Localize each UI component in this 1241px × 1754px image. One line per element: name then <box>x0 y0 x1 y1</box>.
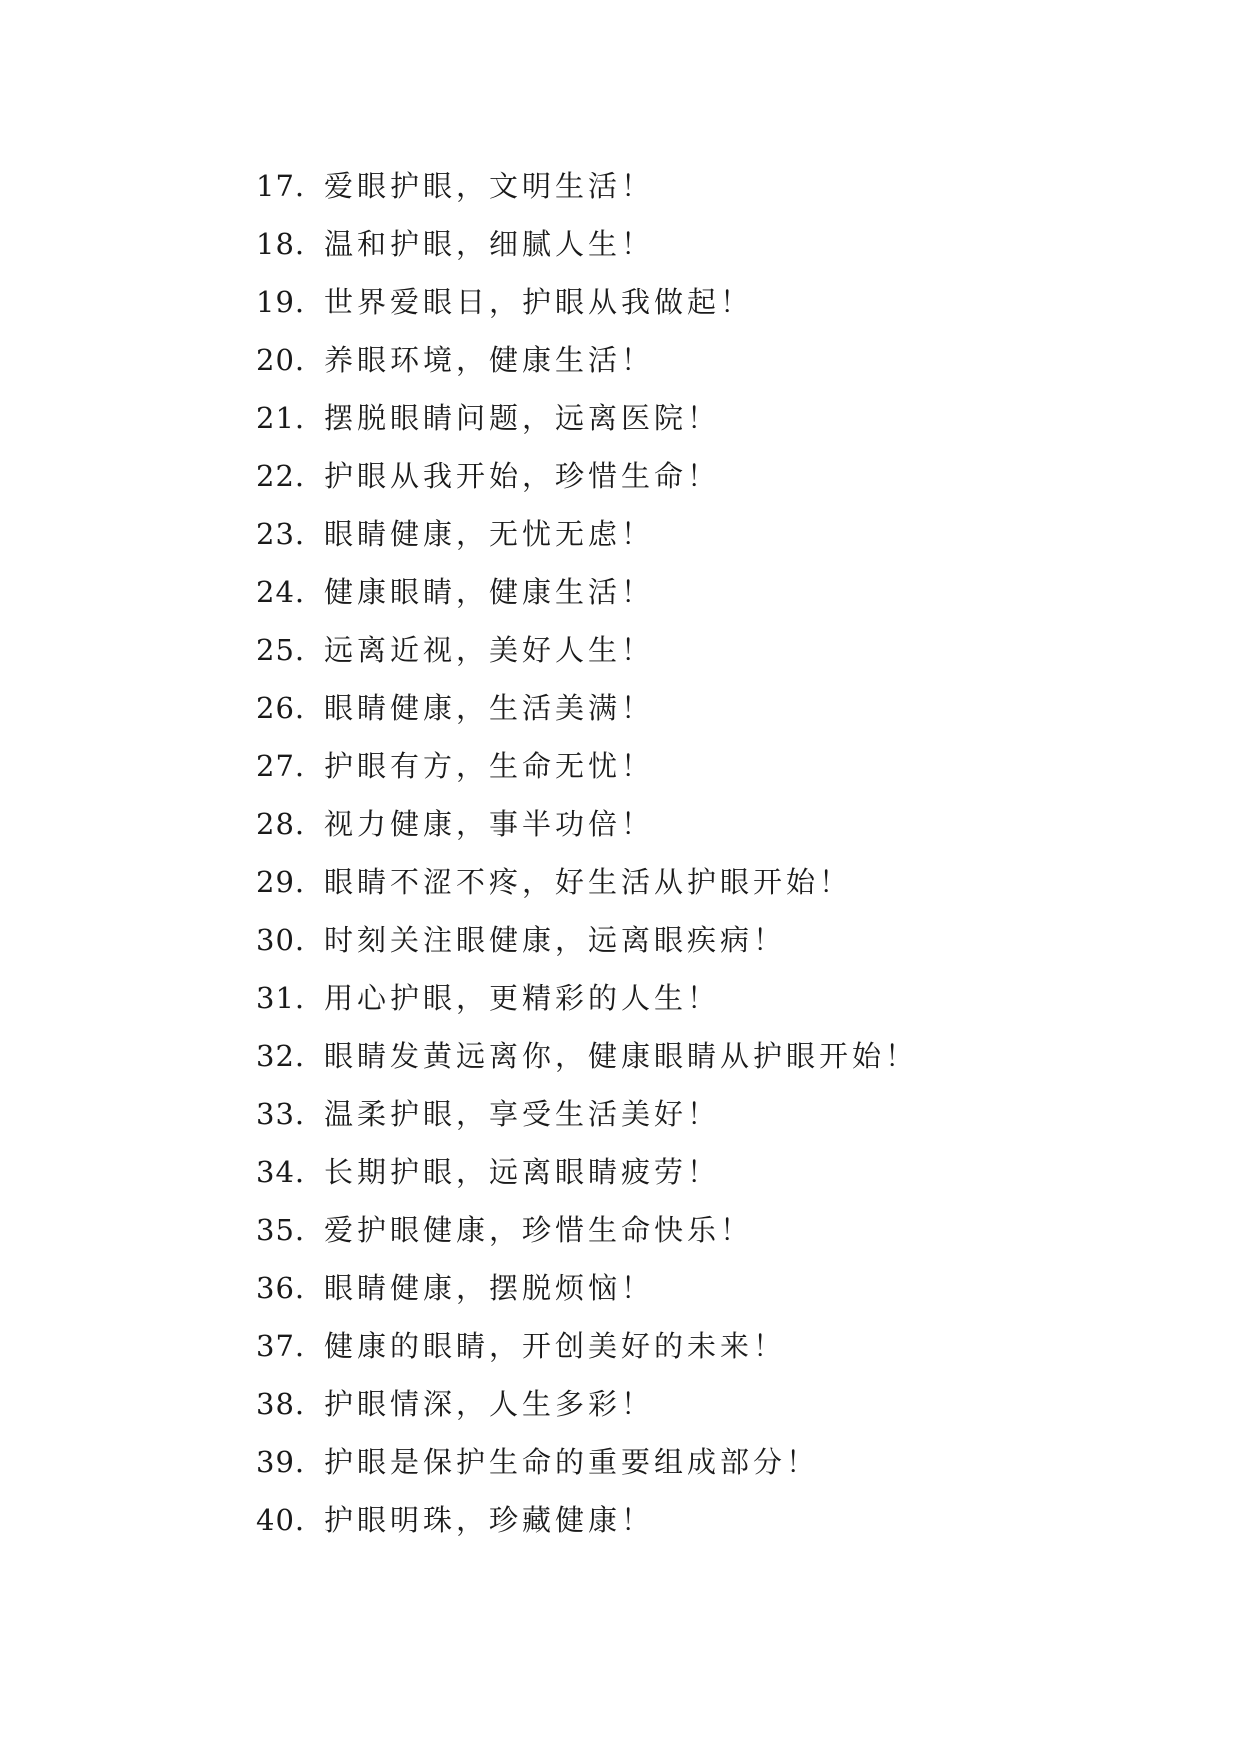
list-item <box>256 621 1156 679</box>
item-text: 时刻关注眼健康，远离眼疾病！ <box>324 923 787 957</box>
item-text: 护眼从我开始，珍惜生命！ <box>324 459 721 493</box>
list-item <box>256 1375 1156 1433</box>
item-text: 眼睛发黄远离你，健康眼睛从护眼开始！ <box>324 1039 919 1073</box>
item-number: 19. <box>256 285 306 319</box>
list-item <box>256 331 1156 389</box>
list-item <box>256 1317 1156 1375</box>
list-item <box>256 273 1156 331</box>
list-item <box>256 679 1156 737</box>
item-text: 用心护眼，更精彩的人生！ <box>324 981 721 1015</box>
item-number: 18. <box>256 227 306 261</box>
item-number: 32. <box>256 1039 306 1073</box>
item-number: 40. <box>256 1503 306 1537</box>
list-item <box>256 795 1156 853</box>
item-text: 温柔护眼，享受生活美好！ <box>324 1097 721 1131</box>
list-item <box>256 1085 1156 1143</box>
item-text: 健康的眼睛，开创美好的未来！ <box>324 1329 787 1363</box>
list-item <box>256 447 1156 505</box>
item-number: 27. <box>256 749 306 783</box>
list-item <box>256 1027 1156 1085</box>
list-item <box>256 911 1156 969</box>
item-text: 温和护眼，细腻人生！ <box>324 227 655 261</box>
list-item <box>256 215 1156 273</box>
item-text: 眼睛健康，无忧无虑！ <box>324 517 655 551</box>
list-item <box>256 1259 1156 1317</box>
item-number: 35. <box>256 1213 306 1247</box>
item-text: 摆脱眼睛问题，远离医院！ <box>324 401 721 435</box>
item-number: 39. <box>256 1445 306 1479</box>
item-text: 护眼有方，生命无忧！ <box>324 749 655 783</box>
item-number: 31. <box>256 981 306 1015</box>
item-number: 36. <box>256 1271 306 1305</box>
item-text: 爱眼护眼，文明生活！ <box>324 169 655 203</box>
list-item <box>256 1201 1156 1259</box>
item-number: 26. <box>256 691 306 725</box>
list-item <box>256 505 1156 563</box>
item-number: 17. <box>256 169 306 203</box>
item-text: 视力健康，事半功倍！ <box>324 807 655 841</box>
item-text: 健康眼睛，健康生活！ <box>324 575 655 609</box>
list-item <box>256 1433 1156 1491</box>
item-text: 长期护眼，远离眼睛疲劳！ <box>324 1155 721 1189</box>
list-item <box>256 737 1156 795</box>
item-text: 眼睛健康，生活美满！ <box>324 691 655 725</box>
item-text: 护眼明珠，珍藏健康！ <box>324 1503 655 1537</box>
item-number: 30. <box>256 923 306 957</box>
item-number: 23. <box>256 517 306 551</box>
item-text: 世界爱眼日，护眼从我做起！ <box>324 285 754 319</box>
item-number: 21. <box>256 401 306 435</box>
item-number: 24. <box>256 575 306 609</box>
list-item <box>256 1143 1156 1201</box>
item-text: 爱护眼健康，珍惜生命快乐！ <box>324 1213 754 1247</box>
item-text: 护眼情深，人生多彩！ <box>324 1387 655 1421</box>
item-number: 25. <box>256 633 306 667</box>
item-number: 22. <box>256 459 306 493</box>
slogan-list <box>256 157 1156 1549</box>
item-text: 眼睛不涩不疼，好生活从护眼开始！ <box>324 865 853 899</box>
list-item <box>256 389 1156 447</box>
item-text: 眼睛健康，摆脱烦恼！ <box>324 1271 655 1305</box>
item-number: 20. <box>256 343 306 377</box>
item-text: 远离近视，美好人生！ <box>324 633 655 667</box>
item-number: 34. <box>256 1155 306 1189</box>
list-item <box>256 969 1156 1027</box>
item-number: 38. <box>256 1387 306 1421</box>
item-text: 护眼是保护生命的重要组成部分！ <box>324 1445 820 1479</box>
list-item <box>256 853 1156 911</box>
list-item <box>256 1491 1156 1549</box>
item-number: 28. <box>256 807 306 841</box>
item-number: 29. <box>256 865 306 899</box>
item-number: 33. <box>256 1097 306 1131</box>
list-item <box>256 563 1156 621</box>
item-text: 养眼环境，健康生活！ <box>324 343 655 377</box>
list-item <box>256 157 1156 215</box>
item-number: 37. <box>256 1329 306 1363</box>
